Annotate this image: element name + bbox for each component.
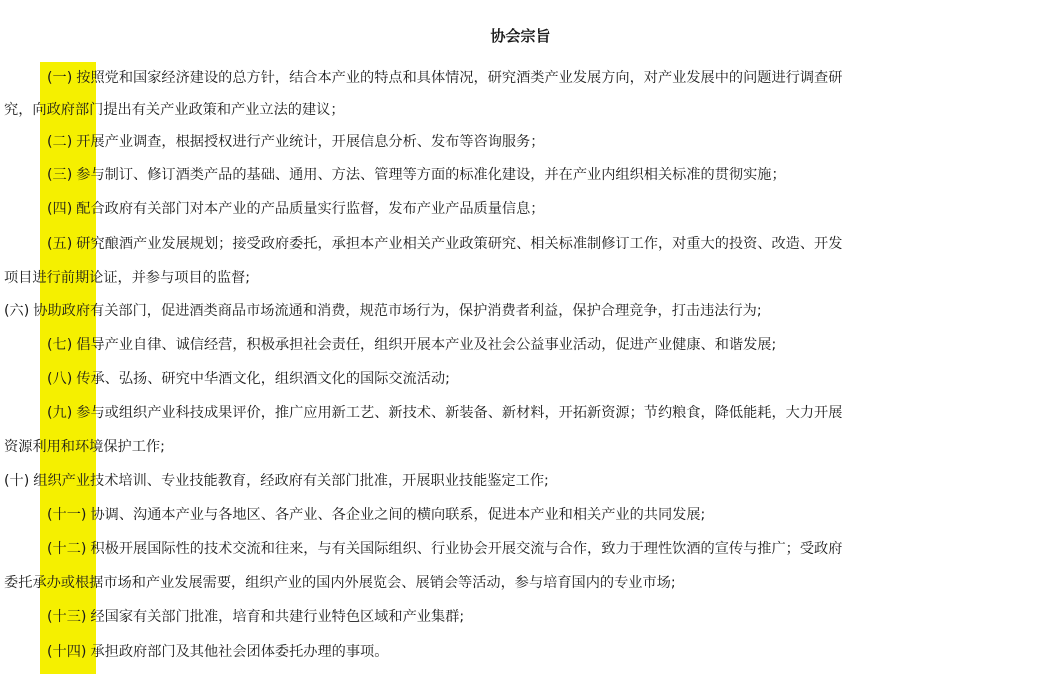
item-number: (一) — [47, 70, 73, 86]
list-item-5 — [0, 228, 1041, 260]
list-item-8 — [0, 363, 1041, 395]
item-text: 委托承办或根据市场和产业发展需要，组织产业的国内外展览会、展销会等活动，参与培育国内的专业市场; — [4, 575, 676, 591]
item-text: 传承、弘扬、研究中华酒文化，组织酒文化的国际交流活动; — [76, 371, 450, 387]
item-number: (九) — [47, 405, 73, 421]
item-text: 配合政府有关部门对本产业的产品质量实行监督，发布产业产品质量信息； — [76, 201, 545, 217]
item-text: 开展产业调查，根据授权进行产业统计，开展信息分析、发布等咨询服务； — [76, 134, 545, 150]
item-number: (五) — [47, 236, 73, 252]
list-item-4 — [0, 193, 1041, 225]
item-number: (四) — [47, 201, 73, 217]
list-item-13 — [0, 601, 1041, 633]
list-item-1-cont — [0, 94, 1041, 126]
item-number: (七) — [47, 337, 73, 353]
list-item-9 — [0, 397, 1041, 429]
list-item-6 — [0, 295, 1041, 327]
item-text: 协助政府有关部门，促进酒类商品市场流通和消费，规范市场行为，保护消费者利益，保护合理竞争，打击违法行为; — [33, 303, 762, 319]
item-number: (六) — [4, 303, 30, 319]
item-text: 经国家有关部门批准，培育和共建行业特色区域和产业集群; — [90, 609, 465, 625]
item-text: 组织产业技术培训、专业技能教育，经政府有关部门批准，开展职业技能鉴定工作; — [33, 473, 549, 489]
list-item-2 — [0, 126, 1041, 158]
list-item-11 — [0, 499, 1041, 531]
item-text: 承担政府部门及其他社会团体委托办理的事项。 — [90, 644, 389, 660]
list-item-10 — [0, 465, 1041, 497]
item-text: 资源利用和环境保护工作; — [4, 439, 165, 455]
page-title: 协会宗旨 — [490, 27, 551, 45]
item-number: (二) — [47, 134, 73, 150]
list-item-12-cont — [0, 567, 1041, 599]
list-item-12 — [0, 533, 1041, 565]
item-number: (十) — [4, 473, 30, 489]
item-number: (十一) — [47, 507, 87, 523]
item-text: 究，向政府部门提出有关产业政策和产业立法的建议； — [4, 102, 345, 118]
item-text: 协调、沟通本产业与各地区、各产业、各企业之间的横向联系，促进本产业和相关产业的共同发展; — [90, 507, 706, 523]
list-item-3 — [0, 159, 1041, 191]
item-number: (十二) — [47, 541, 87, 557]
list-item-1 — [0, 62, 1041, 94]
item-text: 积极开展国际性的技术交流和往来，与有关国际组织、行业协会开展交流与合作，致力于理性饮酒的宣传与推广；受政府 — [90, 541, 843, 557]
item-number: (十三) — [47, 609, 87, 625]
item-text: 参与制订、修订酒类产品的基础、通用、方法、管理等方面的标准化建设，并在产业内组织相关标准的贯彻实施； — [76, 167, 786, 183]
item-text: 项目进行前期论证，并参与项目的监督; — [4, 270, 250, 286]
item-text: 按照党和国家经济建设的总方针，结合本产业的特点和具体情况，研究酒类产业发展方向，对产业发展中的问题进行调查研 — [76, 70, 843, 86]
item-text: 研究酿酒产业发展规划；接受政府委托，承担本产业相关产业政策研究、相关标准制修订工作，对重大的投资、改造、开发 — [76, 236, 843, 252]
list-item-5-cont — [0, 262, 1041, 294]
item-number: (八) — [47, 371, 73, 387]
list-item-9-cont — [0, 431, 1041, 463]
item-text: 倡导产业自律、诚信经营，积极承担社会责任，组织开展本产业及社会公益事业活动，促进产业健康、和谐发展; — [76, 337, 777, 353]
item-text: 参与或组织产业科技成果评价，推广应用新工艺、新技术、新装备、新材料，开拓新资源；节约粮食，降低能耗，大力开展 — [76, 405, 843, 421]
list-item-14 — [0, 636, 1041, 668]
item-number: (三) — [47, 167, 73, 183]
list-item-7 — [0, 329, 1041, 361]
item-number: (十四) — [47, 644, 87, 660]
